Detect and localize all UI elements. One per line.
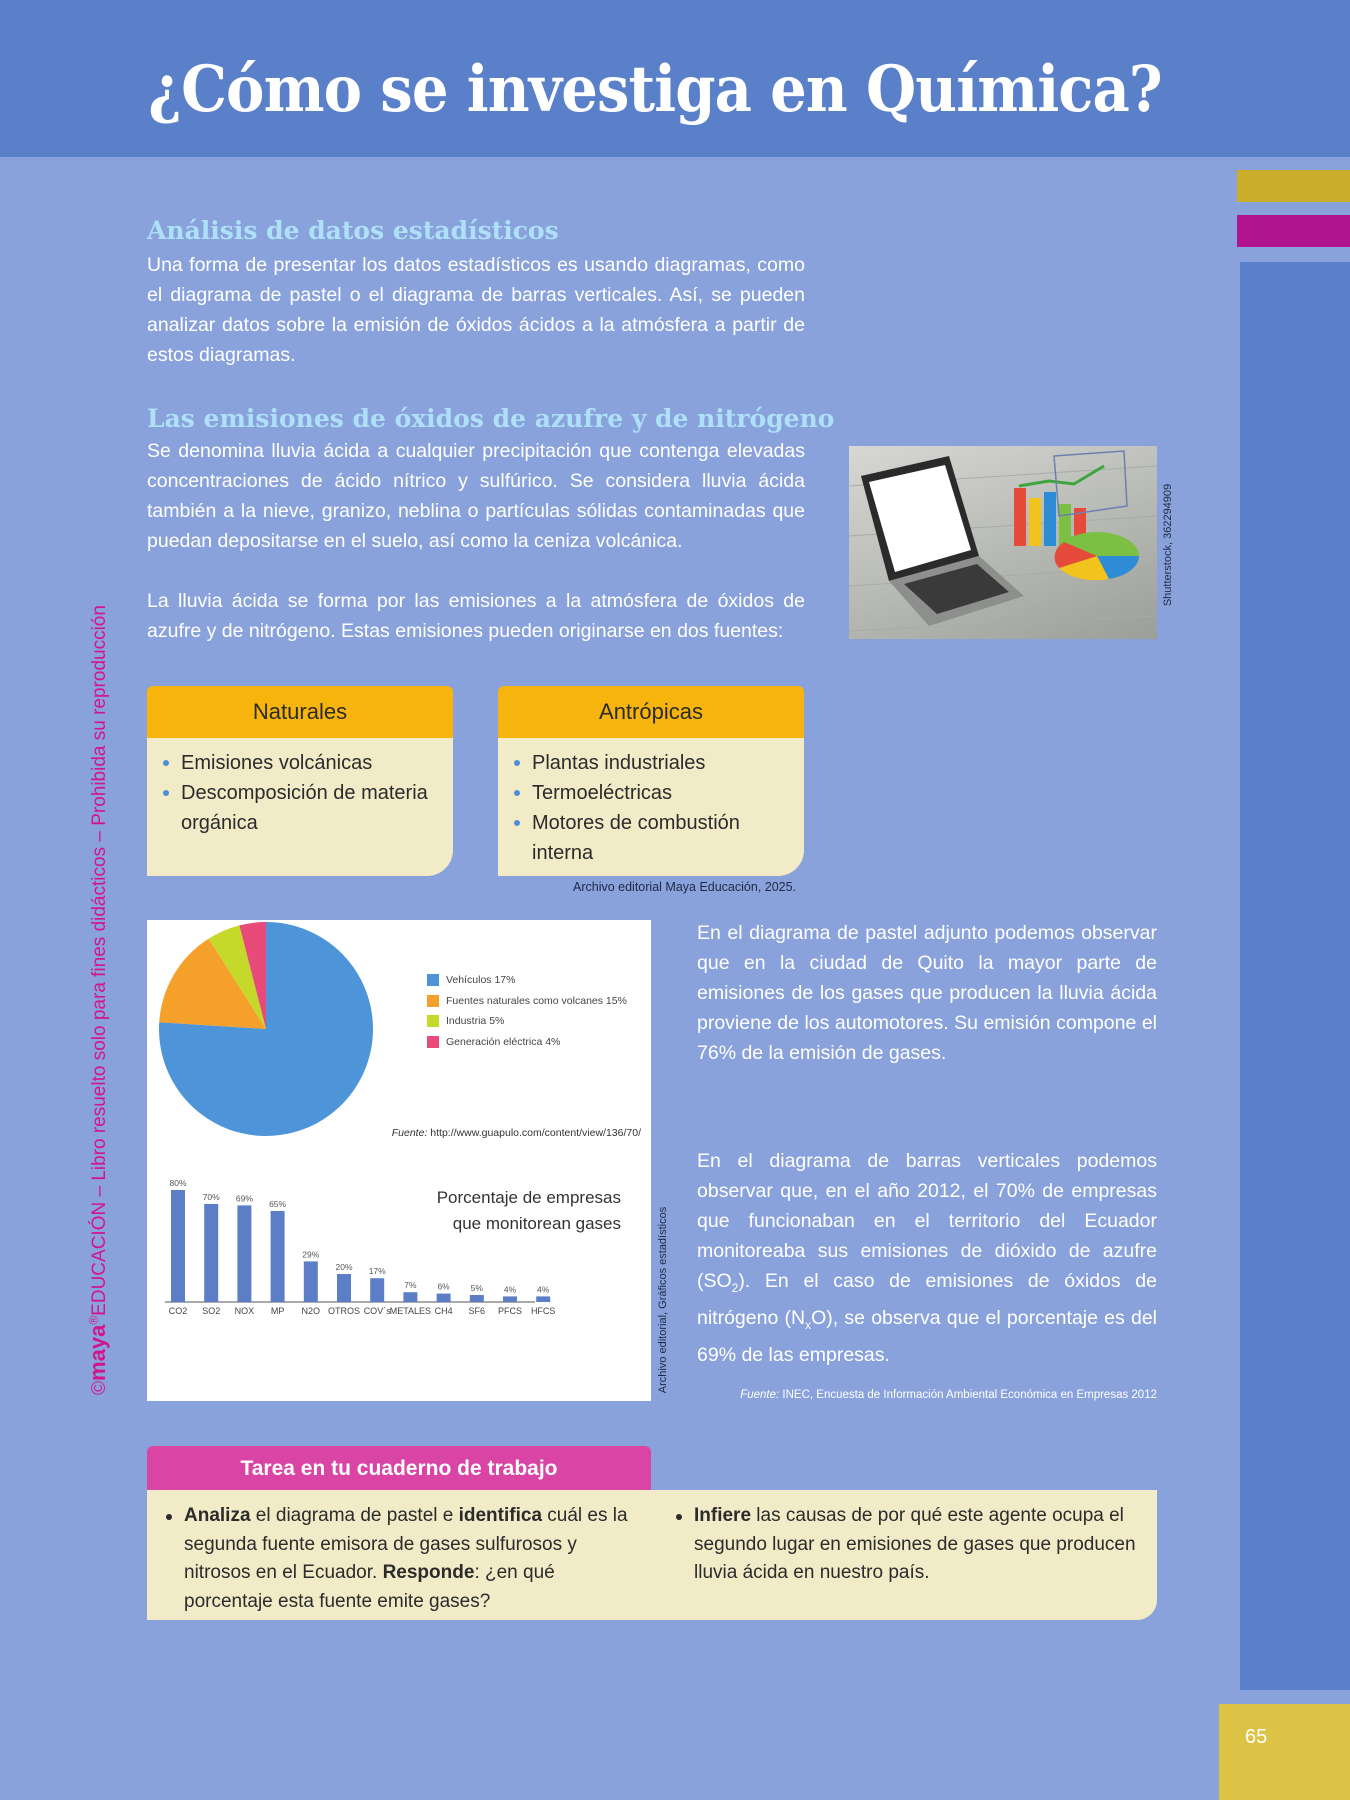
copyright-notice: [85, 605, 111, 1395]
registered-mark: ®: [86, 1315, 101, 1325]
legend-label: Generación eléctrica 4%: [446, 1035, 561, 1048]
bar-analysis-part2: ). En el caso de emisiones de óxidos de nitrógeno (N: [697, 1270, 1157, 1329]
bar-category-label: HFCS: [530, 1306, 556, 1316]
bar-SO2: [204, 1204, 218, 1302]
legend-label: Vehículos 17%: [446, 974, 516, 987]
bar-MP: [271, 1211, 285, 1302]
bar-data-label: 6%: [437, 1281, 450, 1292]
section-heading-statistics: Análisis de datos estadísticos: [147, 216, 559, 245]
bar-COV´s: [370, 1278, 384, 1302]
bar-data-label: 65%: [269, 1199, 287, 1209]
bar-data-label: 69%: [235, 1193, 253, 1204]
bar-data-label: 29%: [302, 1249, 320, 1260]
laptop-charts-photo: [849, 446, 1157, 639]
bar-CH4: [437, 1294, 451, 1302]
bar-data-label: 20%: [335, 1262, 353, 1272]
task-keyword: Analiza: [184, 1505, 251, 1526]
task-box: [147, 1490, 1157, 1620]
task-text: cuál es la segunda fuente emisora de gases sulfurosos y nitrosos en el Ecuador.: [184, 1505, 628, 1583]
task-text: las causas de por qué este agente ocupa el segundo lugar en emisiones de gases que producen lluvia ácida en nuestro país.: [694, 1505, 1136, 1583]
bar-data-label: 5%: [470, 1283, 483, 1293]
copyright-symbol: ©: [89, 1380, 110, 1395]
task-text: el diagrama de pastel e: [250, 1505, 459, 1526]
list-item: Descomposición de materia orgánica: [163, 778, 441, 838]
bar-data-label: 17%: [368, 1266, 386, 1277]
bar-analysis-sub2: x: [805, 1317, 812, 1332]
task-keyword: Responde: [382, 1562, 475, 1583]
charts-panel: [147, 920, 651, 1401]
bar-category-label: SF6: [468, 1306, 486, 1316]
inec-source-text: INEC, Encuesta de Información Ambiental Económica en Empresas 2012: [782, 1389, 1157, 1401]
sources-credit: Archivo editorial Maya Educación, 2025.: [573, 880, 797, 894]
legend-swatch: [427, 1015, 439, 1027]
list-item: Emisiones volcánicas: [163, 748, 441, 778]
list-item: Termoeléctricas: [514, 778, 792, 808]
laptop-illustration: [849, 446, 1157, 639]
inec-source-label: Fuente:: [740, 1389, 780, 1401]
task-keyword: Infiere: [694, 1505, 752, 1526]
bar-N2O: [304, 1261, 318, 1302]
bar-category-label: NOX: [234, 1306, 255, 1316]
copyright-text: EDUCACIÓN – Libro resuelto solo para fines didácticos – Prohibida su reproducción: [89, 605, 110, 1316]
bar-OTROS: [337, 1274, 351, 1302]
bar-category-label: OTROS: [327, 1306, 361, 1316]
legend-item: [427, 1011, 627, 1032]
bar-data-label: 80%: [169, 1178, 187, 1188]
legend-item: [427, 970, 627, 991]
bar-category-label: CH4: [434, 1306, 453, 1316]
natural-sources-title: Naturales: [147, 686, 453, 738]
bar-HFCS: [536, 1296, 550, 1302]
bar-chart: [147, 1150, 651, 1401]
decorative-yellow-bar: [1237, 170, 1350, 202]
anthropic-sources-box: [498, 686, 804, 876]
bar-PFCS: [503, 1296, 517, 1302]
anthropic-sources-list: [498, 738, 804, 876]
bar-chart-title: Porcentaje de empresas que monitorean gases: [436, 1188, 621, 1233]
task-keyword: identifica: [458, 1505, 543, 1526]
bar-analysis-text: [697, 1146, 1157, 1370]
task-item-analyze: [158, 1502, 628, 1616]
bar-category-label: MP: [270, 1306, 285, 1316]
legend-label: Industria 5%: [446, 1015, 505, 1028]
list-item: Plantas industriales: [514, 748, 792, 778]
anthropic-sources-title: Antrópicas: [498, 686, 804, 738]
legend-swatch: [427, 995, 439, 1007]
pie-legend: [427, 970, 627, 1052]
pie-source-label: Fuente:: [391, 1127, 428, 1139]
bar-analysis-part1: En el diagrama de barras verticales podemos observar que, en el año 2012, el 70% de empresas que funcionaban en el territorio del Ecuador monitoreaba sus emisiones de dióxido de azufre (SO: [697, 1150, 1157, 1292]
page-number: 65: [1219, 1704, 1350, 1800]
page-title: ¿Cómo se investiga en Química?: [148, 52, 1162, 127]
pie-source: [392, 1127, 641, 1139]
bar-category-label: PFCS: [497, 1306, 523, 1316]
bar-METALES: [403, 1292, 417, 1302]
bar-data-label: 4%: [503, 1284, 517, 1295]
section-heading-emissions: Las emisiones de óxidos de azufre y de nitrógeno: [147, 404, 835, 433]
bar-SF6: [470, 1295, 484, 1302]
pie-source-url: http://www.guapulo.com/content/view/136/70/: [430, 1127, 641, 1139]
bar-analysis-part3: O), se observa que el porcentaje es del 69% de las empresas.: [697, 1306, 1157, 1366]
bar-data-label: 4%: [537, 1284, 550, 1295]
natural-sources-box: [147, 686, 453, 876]
bar-NOX: [237, 1205, 251, 1302]
task-title: Tarea en tu cuaderno de trabajo: [147, 1446, 651, 1490]
bar-category-label: METALES: [389, 1306, 432, 1316]
pie-analysis-text: En el diagrama de pastel adjunto podemos observar que en la ciudad de Quito la mayor parte de emisiones de los gases que producen la lluvia ácida proviene de los automotores. Su emisión compone el 76% de la emisión de gases.: [697, 922, 1157, 1064]
task-item-infer: [668, 1502, 1138, 1588]
task-text: : ¿en qué porcentaje esta fuente emite gases?: [184, 1562, 555, 1612]
legend-swatch: [427, 1036, 439, 1048]
charts-credit: Archivo editorial, Gráficos estadísticos: [657, 1206, 669, 1394]
decorative-magenta-bar: [1237, 215, 1350, 247]
bar-category-label: COV´s: [363, 1306, 391, 1316]
section-body-acid-rain: Se denomina lluvia ácida a cualquier precipitación que contenga elevadas concentraciones de ácido nítrico y sulfúrico. Se considera lluvia ácida también a la nieve, granizo, neblina o partículas sólidas contaminadas que puedan depositarse en el suelo, así como la ceniza volcánica.: [147, 440, 805, 552]
legend-swatch: [427, 974, 439, 986]
bar-category-label: N2O: [301, 1306, 321, 1316]
legend-item: [427, 1032, 627, 1053]
photo-credit: Shutterstock, 362294909: [1162, 483, 1174, 607]
section-body-statistics: Una forma de presentar los datos estadísticos es usando diagramas, como el diagrama de pastel o el diagrama de barras verticales. Así, se pueden analizar datos sobre la emisión de óxidos ácidos a la atmósfera a partir de estos diagramas.: [147, 254, 805, 366]
bar-category-label: SO2: [202, 1306, 221, 1316]
bar-category-label: CO2: [168, 1306, 188, 1316]
bar-data-label: 70%: [202, 1192, 220, 1202]
bar-CO2: [171, 1190, 185, 1302]
section-body-sources: La lluvia ácida se forma por las emisiones a la atmósfera de óxidos de azufre y de nitrógeno. Estas emisiones pueden originarse en dos fuentes:: [147, 590, 805, 642]
legend-item: [427, 991, 627, 1012]
list-item: Motores de combustión interna: [514, 808, 792, 868]
bar-data-label: 7%: [404, 1280, 417, 1291]
side-strip: [1240, 262, 1350, 1690]
bar-analysis-sub1: 2: [731, 1280, 739, 1295]
inec-source: [697, 1389, 1157, 1401]
legend-label: Fuentes naturales como volcanes 15%: [446, 994, 627, 1007]
brand-name: maya: [85, 1324, 110, 1381]
natural-sources-list: [147, 738, 453, 876]
